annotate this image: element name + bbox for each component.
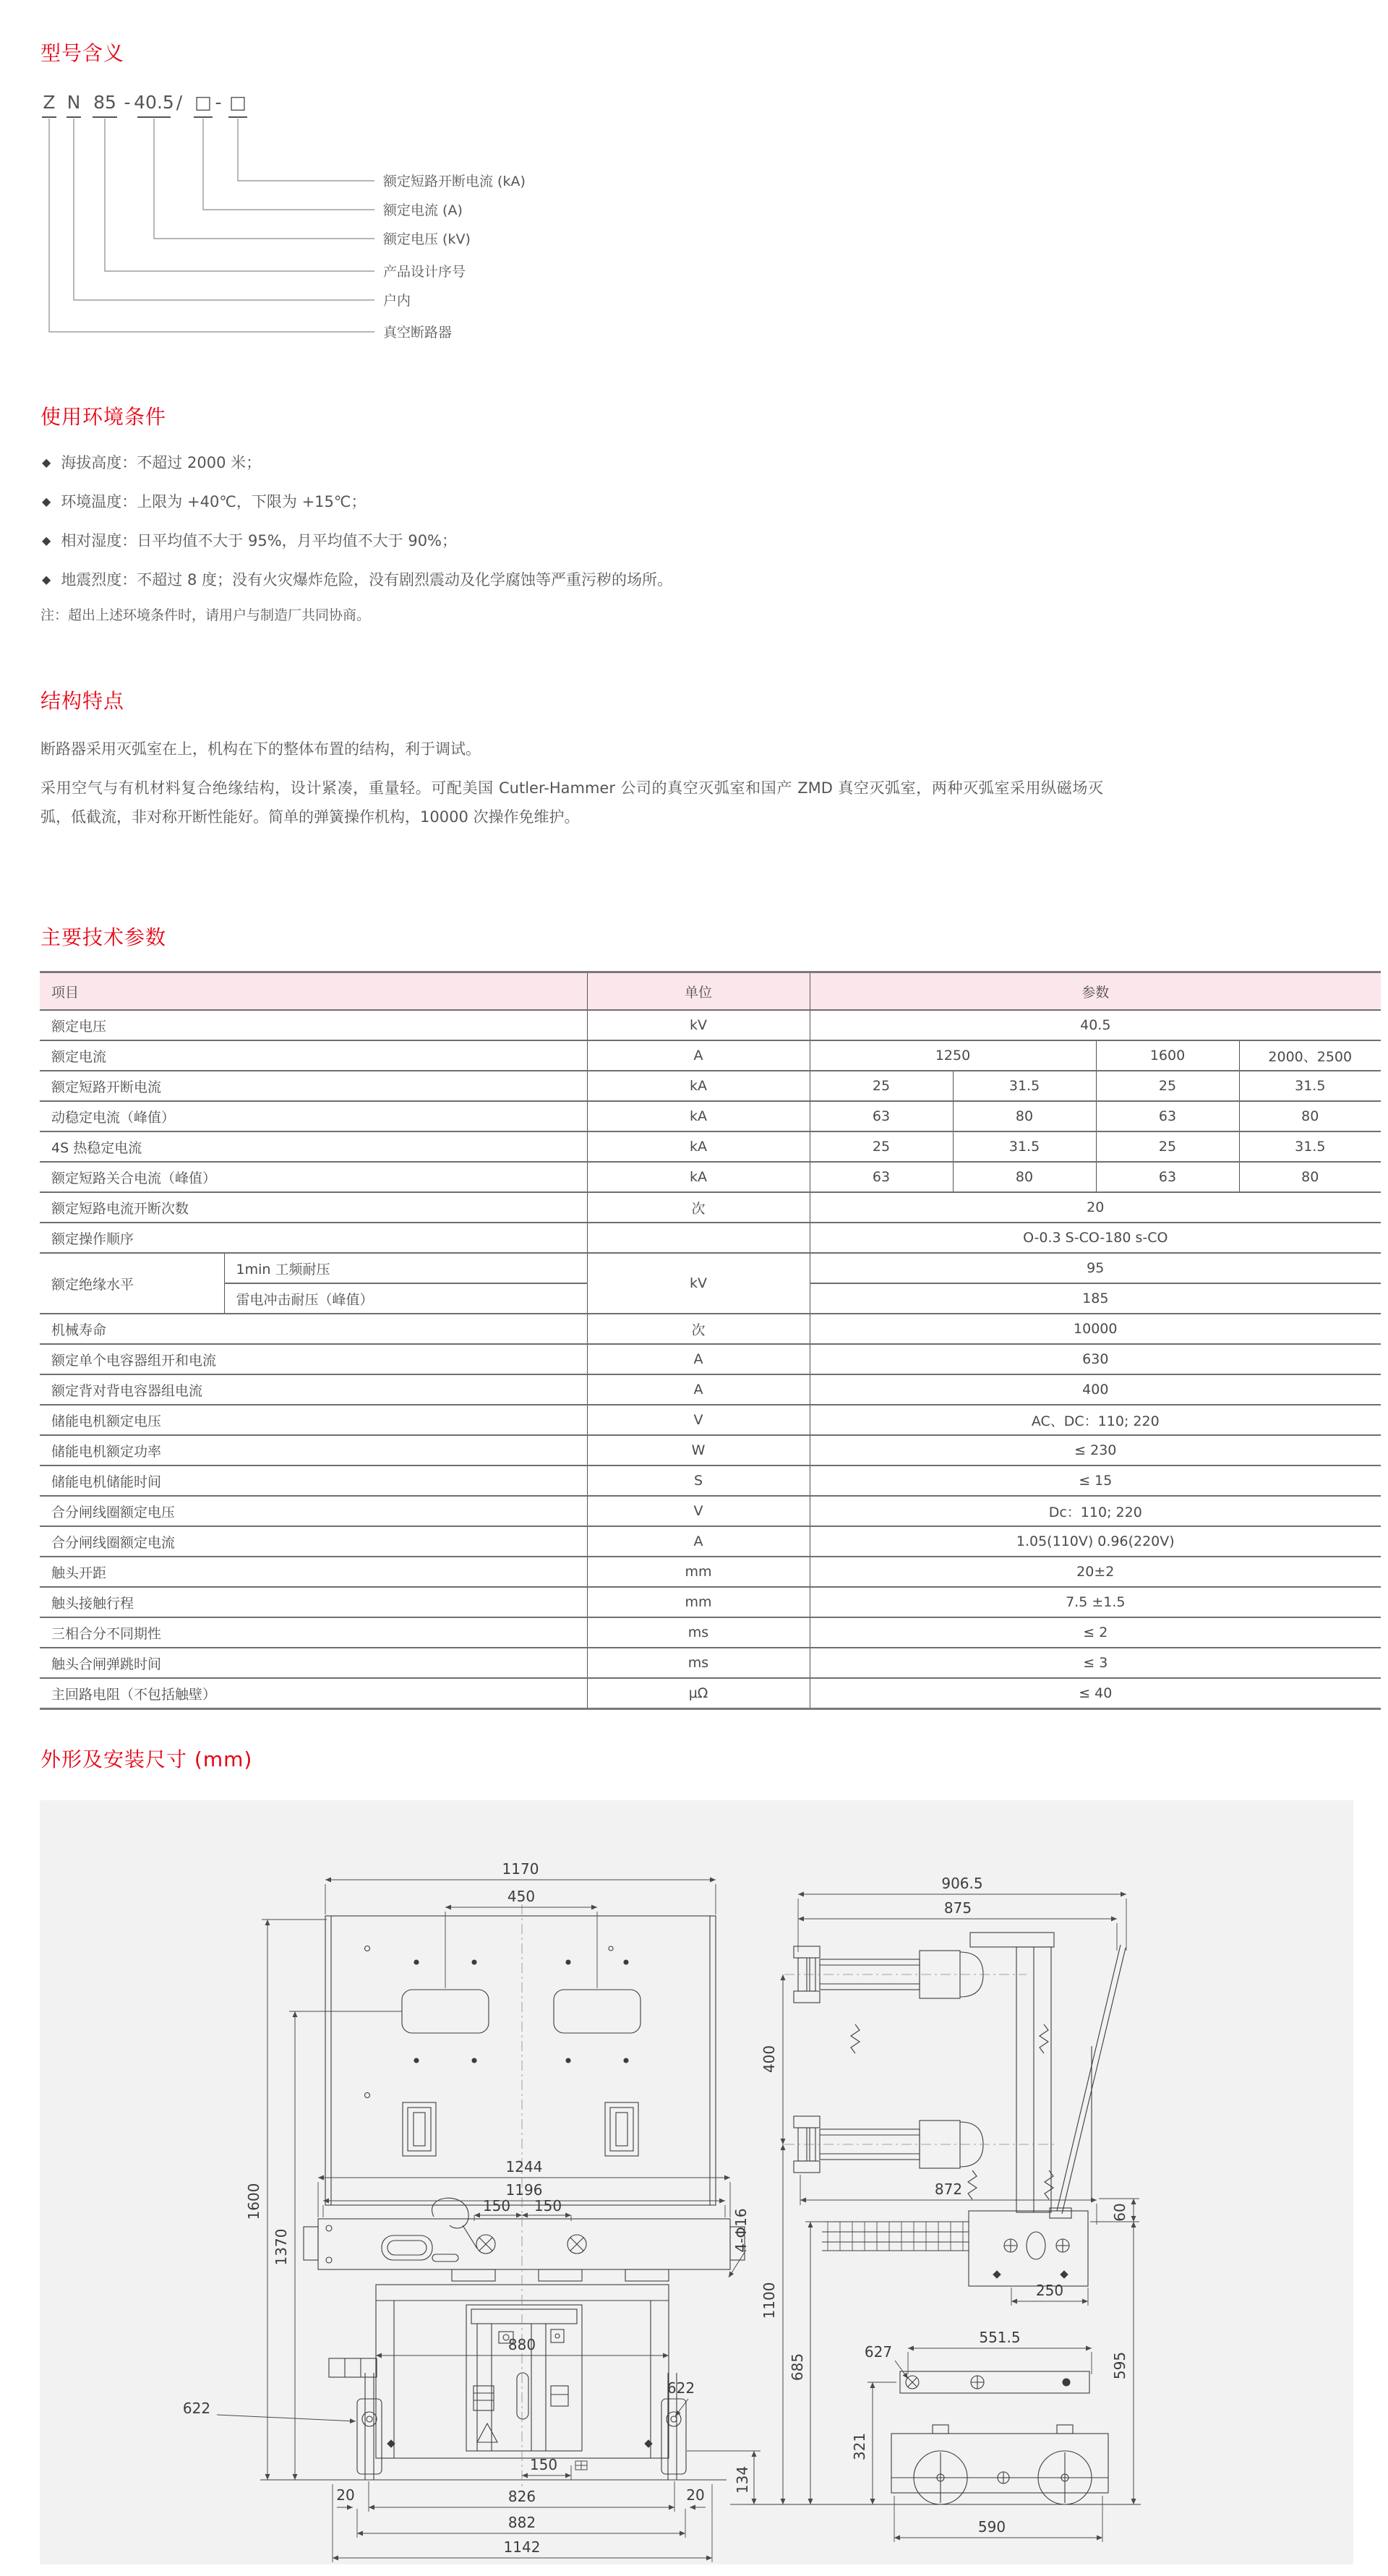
- table-cell: 触头接触行程: [40, 1587, 587, 1617]
- model-connector-lines: [49, 119, 374, 332]
- parameters-section-title: 主要技术参数: [40, 925, 167, 949]
- structure-section-title: 结构特点: [40, 689, 125, 713]
- dim-label: 685: [789, 2353, 806, 2382]
- table-cell: V: [587, 1405, 810, 1435]
- dim-label: 20: [336, 2486, 355, 2504]
- table-cell: 80: [953, 1101, 1096, 1131]
- table-cell: 额定电流: [40, 1040, 587, 1071]
- environment-section-title: 使用环境条件: [40, 405, 167, 429]
- table-cell: 25: [1096, 1131, 1239, 1162]
- dim-label: 1196: [505, 2181, 543, 2199]
- table-cell: 630: [810, 1344, 1381, 1374]
- table-cell: ≤ 230: [810, 1435, 1381, 1465]
- table-cell: kV: [587, 1010, 810, 1040]
- list-item: [42, 451, 672, 473]
- table-cell: 额定短路开断电流: [40, 1071, 587, 1101]
- table-cell: 触头合闸弹跳时间: [40, 1648, 587, 1678]
- table-cell: ≤ 2: [810, 1617, 1381, 1648]
- model-seg: /: [176, 92, 183, 113]
- table-cell: 20±2: [810, 1557, 1381, 1587]
- table-cell: [587, 1223, 810, 1253]
- parameters-table: [40, 971, 1381, 1710]
- table-cell: 20: [810, 1192, 1381, 1223]
- table-cell: 31.5: [953, 1071, 1096, 1101]
- diamond-bullet-icon: ◆: [42, 573, 51, 586]
- table-cell: μΩ: [587, 1678, 810, 1709]
- dim-label: 1244: [505, 2158, 543, 2175]
- table-cell: 25: [810, 1131, 953, 1162]
- model-label: 户内: [383, 293, 411, 309]
- table-cell: 80: [953, 1162, 1096, 1192]
- table-cell: 动稳定电流（峰值）: [40, 1101, 587, 1131]
- table-cell: A: [587, 1526, 810, 1557]
- table-cell: 25: [810, 1071, 953, 1101]
- table-cell: 额定操作顺序: [40, 1223, 587, 1253]
- table-cell: 合分闸线圈额定电流: [40, 1526, 587, 1557]
- table-cell: 31.5: [953, 1131, 1096, 1162]
- table-cell: 次: [587, 1314, 810, 1344]
- model-seg: □: [229, 92, 247, 113]
- table-cell: 80: [1239, 1162, 1381, 1192]
- table-cell: 次: [587, 1192, 810, 1223]
- table-cell: AC、DC：110; 220: [810, 1405, 1381, 1435]
- model-seg: Z: [43, 92, 56, 113]
- model-label: 额定短路开断电流 (kA): [383, 174, 526, 189]
- diamond-bullet-icon: ◆: [42, 495, 51, 508]
- structure-paragraph: 断路器采用灭弧室在上，机构在下的整体布置的结构，利于调试。: [40, 740, 481, 758]
- table-cell: 参数: [810, 972, 1381, 1011]
- table-cell: 三相合分不同期性: [40, 1617, 587, 1648]
- dim-label: 595: [1111, 2351, 1128, 2380]
- table-cell: kA: [587, 1101, 810, 1131]
- table-cell: 63: [1096, 1101, 1239, 1131]
- table-cell: 主回路电阻（不包括触壁）: [40, 1678, 587, 1709]
- environment-note: 注：超出上述环境条件时，请用户与制造厂共同协商。: [40, 607, 371, 623]
- table-cell: 95: [810, 1253, 1381, 1283]
- table-cell: 1600: [1096, 1040, 1239, 1071]
- model-seg: 40.5: [134, 92, 174, 113]
- dim-label: 134: [734, 2465, 751, 2494]
- list-item: [42, 529, 672, 551]
- table-cell: 机械寿命: [40, 1314, 587, 1344]
- dim-label: 872: [934, 2181, 963, 2198]
- table-cell: O-0.3 S-CO-180 s-CO: [810, 1223, 1381, 1253]
- model-seg: □: [194, 92, 212, 113]
- dim-label: 250: [1035, 2282, 1064, 2299]
- table-cell: 4S 热稳定电流: [40, 1131, 587, 1162]
- model-number-diagram: [0, 0, 1388, 376]
- table-cell: 雷电冲击耐压（峰值）: [224, 1283, 587, 1314]
- dim-label: 1170: [502, 1860, 539, 1878]
- table-cell: A: [587, 1374, 810, 1405]
- dim-label: 20: [686, 2486, 705, 2504]
- dim-label: 551.5: [979, 2329, 1021, 2346]
- diamond-bullet-icon: ◆: [42, 455, 51, 469]
- table-cell: 触头开距: [40, 1557, 587, 1587]
- table-cell: 1min 工频耐压: [224, 1253, 587, 1283]
- table-cell: 合分闸线圈额定电压: [40, 1496, 587, 1526]
- table-cell: mm: [587, 1587, 810, 1617]
- table-cell: 31.5: [1239, 1131, 1381, 1162]
- structure-paragraph: 采用空气与有机材料复合绝缘结构，设计紧凑，重量轻。可配美国 Cutler-Hammer 公司的真空灭弧室和国产 ZMD 真空灭弧室，两种灭弧室采用纵磁场灭弧，低截流，非对称开断性能好。简单的弹簧操作机构，10000 次操作免维护。: [40, 779, 1103, 826]
- table-cell: mm: [587, 1557, 810, 1587]
- table-cell: W: [587, 1435, 810, 1465]
- dim-label: 590: [977, 2518, 1006, 2536]
- table-cell: 63: [810, 1101, 953, 1131]
- table-cell: A: [587, 1344, 810, 1374]
- dim-label: 1142: [503, 2538, 541, 2556]
- dim-label: 400: [761, 2045, 778, 2074]
- table-cell: 400: [810, 1374, 1381, 1405]
- bullet-text: 相对湿度：日平均值不大于 95%，月平均值不大于 90%；: [61, 532, 458, 549]
- list-item: [42, 568, 672, 590]
- table-cell: 额定短路关合电流（峰值）: [40, 1162, 587, 1192]
- table-cell: 1250: [810, 1040, 1096, 1071]
- table-cell: ≤ 15: [810, 1465, 1381, 1496]
- table-cell: ms: [587, 1617, 810, 1648]
- dim-label: 1100: [761, 2282, 778, 2319]
- dim-label: 627: [864, 2343, 893, 2361]
- table-cell: 25: [1096, 1071, 1239, 1101]
- table-cell: 额定单个电容器组开和电流: [40, 1344, 587, 1374]
- dim-label: 60: [1111, 2203, 1128, 2222]
- model-label: 产品设计序号: [383, 264, 466, 280]
- table-cell: 项目: [40, 972, 587, 1011]
- bullet-text: 海拔高度：不超过 2000 米；: [61, 454, 262, 471]
- table-cell: kA: [587, 1131, 810, 1162]
- model-seg: 85: [93, 92, 116, 113]
- model-label: 额定电流 (A): [383, 202, 463, 218]
- dim-label: 875: [943, 1899, 972, 1917]
- model-seg: -: [124, 92, 131, 113]
- dim-label: 882: [507, 2514, 536, 2531]
- table-cell: S: [587, 1465, 810, 1496]
- table-cell: 储能电机储能时间: [40, 1465, 587, 1496]
- dimensions-section-title: 外形及安装尺寸 (mm): [40, 1747, 253, 1771]
- table-cell: 63: [1096, 1162, 1239, 1192]
- dim-label: 622: [667, 2379, 695, 2397]
- table-cell: A: [587, 1040, 810, 1071]
- dim-label: 826: [507, 2488, 536, 2505]
- model-label: 额定电压 (kV): [383, 231, 471, 247]
- dim-label: 150: [482, 2197, 511, 2215]
- table-cell: 63: [810, 1162, 953, 1192]
- dim-label: 906.5: [941, 1875, 983, 1892]
- table-cell: 40.5: [810, 1010, 1381, 1040]
- dim-label: 150: [529, 2456, 558, 2473]
- table-cell: kV: [587, 1253, 810, 1314]
- table-cell: 10000: [810, 1314, 1381, 1344]
- dim-label: 450: [507, 1888, 536, 1905]
- parameters-table-wrap: [40, 971, 1381, 1710]
- diamond-bullet-icon: ◆: [42, 534, 51, 547]
- table-cell: 31.5: [1239, 1071, 1381, 1101]
- table-cell: V: [587, 1496, 810, 1526]
- bullet-text: 环境温度：上限为 +40℃，下限为 +15℃；: [61, 493, 367, 510]
- table-cell: 7.5 ±1.5: [810, 1587, 1381, 1617]
- table-cell: 储能电机额定功率: [40, 1435, 587, 1465]
- table-cell: 单位: [587, 972, 810, 1011]
- table-cell: 额定电压: [40, 1010, 587, 1040]
- table-cell: 1.05(110V) 0.96(220V): [810, 1526, 1381, 1557]
- model-seg: -: [215, 92, 222, 113]
- drawing-background: [40, 1800, 1353, 2564]
- dim-label: 1600: [245, 2183, 262, 2220]
- model-seg: N: [67, 92, 81, 113]
- dim-label: 321: [851, 2432, 868, 2461]
- dim-label: 4-Φ16: [732, 2208, 750, 2253]
- dim-label: 622: [182, 2400, 211, 2417]
- table-cell: ≤ 40: [810, 1678, 1381, 1709]
- table-cell: 储能电机额定电压: [40, 1405, 587, 1435]
- table-cell: 额定背对背电容器组电流: [40, 1374, 587, 1405]
- dim-label: 880: [507, 2336, 536, 2353]
- table-cell: kA: [587, 1162, 810, 1192]
- dim-label: 1370: [273, 2228, 290, 2266]
- dim-label: 150: [534, 2197, 562, 2215]
- table-cell: 185: [810, 1283, 1381, 1314]
- table-cell: 2000、2500: [1239, 1040, 1381, 1071]
- table-cell: kA: [587, 1071, 810, 1101]
- table-cell: 额定短路电流开断次数: [40, 1192, 587, 1223]
- bullet-text: 地震烈度：不超过 8 度；没有火灾爆炸危险，没有剧烈震动及化学腐蚀等严重污秽的场所。: [61, 571, 673, 589]
- table-cell: 80: [1239, 1101, 1381, 1131]
- table-cell: ≤ 3: [810, 1648, 1381, 1678]
- environment-list: [42, 451, 672, 607]
- table-cell: ms: [587, 1648, 810, 1678]
- table-cell: Dc：110; 220: [810, 1496, 1381, 1526]
- table-cell: 额定绝缘水平: [40, 1253, 224, 1314]
- model-section-title: 型号含义: [40, 41, 125, 65]
- model-label: 真空断路器: [383, 325, 453, 341]
- dimension-drawing: [0, 1771, 1388, 2576]
- list-item: [42, 490, 672, 512]
